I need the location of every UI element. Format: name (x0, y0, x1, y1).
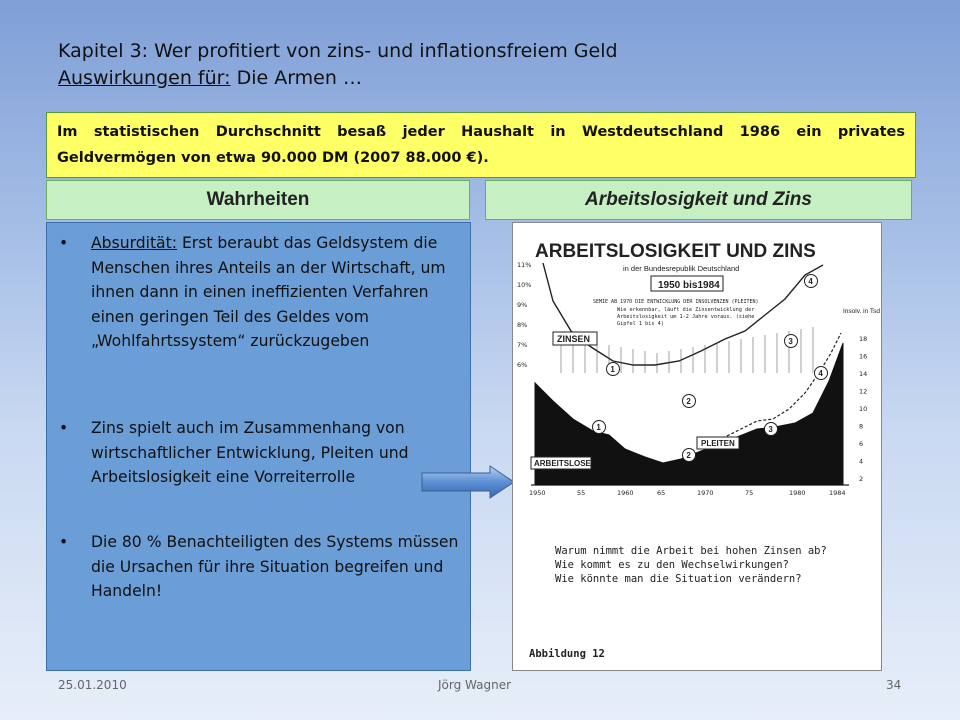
bullet-item (91, 416, 461, 490)
y-tick-label-left: 9% (517, 301, 528, 309)
figure-question: Wie könnte man die Situation verändern? (555, 573, 802, 585)
y-tick-label-right: 14 (859, 370, 868, 378)
bullet-text: Die 80 % Benachteiligten des Systems müssen die Ursachen für ihre Situation begreifen und Handeln! (91, 533, 459, 600)
bullet-text: Zins spielt auch im Zusammenhang von wirtschaftlicher Entwicklung, Pleiten und Arbeitslosigkeit eine Vorreiterrolle (91, 419, 409, 486)
x-tick-label: 55 (577, 489, 586, 497)
truths-panel (46, 222, 471, 671)
peak-marker-label: 4 (818, 369, 823, 379)
arrow-right-icon (420, 464, 516, 500)
y-tick-label-right: 18 (859, 335, 868, 343)
x-tick-label: 1980 (789, 489, 806, 497)
peak-marker-label: 3 (768, 425, 773, 435)
figure-note3: (siehe Gipfel 1 bis 4) (617, 314, 755, 327)
header-wahrheiten: Wahrheiten (46, 180, 470, 220)
peak-marker-label: 3 (788, 337, 793, 347)
figure-question: Warum nimmt die Arbeit bei hohen Zinsen ab? (555, 545, 827, 557)
x-tick-label: 1984 (829, 489, 846, 497)
figure-note: SEMIE AB 1970 DIE ENTWICKLUNG DER INSOLVENZEN (PLEITEN) (593, 299, 759, 305)
y-tick-label-right: 4 (859, 457, 864, 466)
header-arbeitslosigkeit: Arbeitslosigkeit und Zins (485, 180, 912, 220)
peak-marker-label: 2 (686, 397, 691, 407)
title-line: Kapitel 3: Wer profitiert von zins- und inflationsfreiem Geld (58, 40, 618, 62)
y-tick-label-right: 10 (859, 405, 868, 413)
figure-arbeitslosigkeit-zins (512, 222, 882, 671)
x-tick-label: 1950 (529, 489, 546, 497)
figure-chart (513, 223, 881, 523)
figure-subtitle: in der Bundesrepublik Deutschland (623, 264, 740, 273)
peak-marker-label: 1 (596, 423, 601, 433)
bullet-text: Erst beraubt das Geldsystem die Menschen ihres Anteils an der Wirtschaft, um ihnen dann in einen ineffizienten Verfahren einen geringen Teil des Geldes vom „Wohlfahrtssystem“ zurückzugeben (91, 234, 446, 350)
figure-title: ARBEITSLOSIGKEIT UND ZINS (535, 241, 816, 262)
y-tick-label-left: 10% (517, 281, 532, 289)
y-tick-label-left: 7% (517, 341, 528, 349)
peak-marker-label: 2 (686, 451, 691, 461)
subtitle-text: Die Armen … (236, 67, 362, 89)
label-zinsen: ZINSEN (557, 334, 591, 344)
figure-years: 1950 bis1984 (658, 280, 720, 291)
x-tick-label: 1970 (697, 489, 714, 497)
footer-date: 25.01.2010 (58, 678, 127, 692)
footer-page: 34 (886, 678, 902, 692)
peak-marker-label: 1 (610, 365, 615, 375)
figure-caption: Abbildung 12 (529, 648, 605, 660)
x-tick-label: 75 (745, 489, 754, 497)
bullet-item (91, 530, 461, 604)
bullet-item (91, 231, 461, 354)
figure-insolv-label: Insolv. in Tsd (843, 308, 880, 315)
figure-note2: Wie erkennbar, läuft die Zinsentwicklung der Arbeitslosigkeit um 1-2 Jahre voraus. (617, 307, 755, 320)
label-pleiten: PLEITEN (701, 439, 735, 448)
y-tick-label-left: 8% (517, 321, 528, 329)
y-tick-label-right: 2 (859, 475, 864, 483)
x-tick-label: 65 (657, 489, 666, 497)
figure-question: Wie kommt es zu den Wechselwirkungen? (555, 559, 789, 571)
peak-marker-label: 4 (808, 277, 813, 287)
x-tick-label: 1960 (617, 489, 634, 497)
subtitle-line (58, 65, 618, 92)
subtitle-label: Auswirkungen für: (58, 67, 231, 89)
footer-author: Jörg Wagner (438, 678, 512, 692)
y-tick-label-right: 8 (859, 422, 864, 431)
label-arbeitslose: ARBEITSLOSE (534, 459, 591, 468)
y-tick-label-left: 6% (517, 361, 528, 369)
y-tick-label-right: 6 (859, 440, 864, 448)
y-tick-label-right: 16 (859, 352, 868, 361)
y-tick-label-left: 11% (517, 261, 532, 269)
statistic-box: Im statistischen Durchschnitt besaß jeder Haushalt in Westdeutschland 1986 ein privates Geldvermögen von etwa 90.000 DM (2007 88.000 €). (46, 112, 916, 178)
y-tick-label-right: 12 (859, 387, 868, 396)
bullet-label: Absurdität: (91, 234, 177, 252)
slide-title (58, 38, 618, 92)
